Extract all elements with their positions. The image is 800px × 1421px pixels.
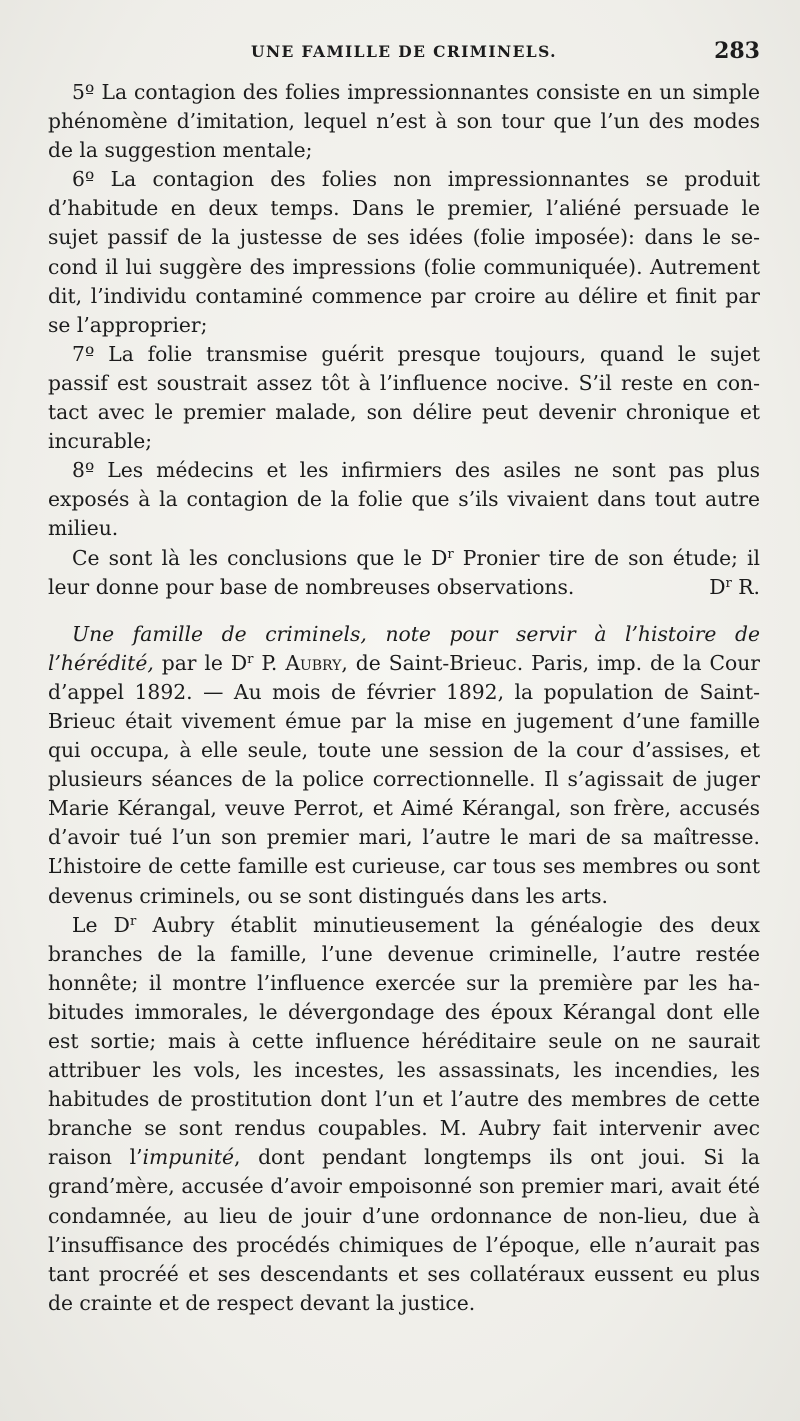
aubry-text-2: , dont pendant longtemps ils ont joui. Si la grand’mère, accusée d’avoir empoisonné son premier mari, avait été condamnée, au lieu de jouir d’une ordonnance de non-lieu, due à l’insuffisance des procédés chimiques de l’époque, elle n’aurait pas tant procréé et ses descendants et ses collatéraux eussent eu plus de crainte et de respect devant la justice. (48, 1145, 760, 1315)
signature-name: R. (731, 574, 760, 599)
aubry-text-before: Le D (72, 912, 130, 937)
aubry-italic-word: impunité (142, 1145, 234, 1170)
conclusion-text-before: Ce sont là les conclusions que le D (72, 545, 448, 570)
signature (685, 573, 760, 602)
conclusion-paragraph (48, 544, 760, 602)
signature-dr: D (709, 574, 726, 599)
body-text (48, 78, 760, 1318)
running-title: UNE FAMILLE DE CRIMINELS. (251, 42, 557, 61)
review-author-name: Aubry (285, 650, 342, 675)
conclusion-item-8: 8º Les médecins et les infirmiers des asiles ne sont pas plus exposés à la contagion de la folie que s’ils vivaient dans tout autre milieu. (48, 458, 760, 541)
review-text: , de Saint-Brieuc. Paris, imp. de la Cour d’appel 1892. — Au mois de février 1892, la population de Saint-Brieuc était vivement émue par la mise en jugement d’une famille qui occupa, à elle seule, toute une session de la cour d’assises, et plusieurs séances de la police correctionnelle. Il s’agissait de juger Marie Kérangal, veuve Perrot, et Aimé Kérangal, son frère, accusés d’avoir tué l’un son premier mari, l’autre le mari de sa maîtresse. L’histoire de cette famille est curieuse, car tous ses membres ou sont devenus criminels, ou se sont distingués dans les arts. (48, 650, 760, 908)
conclusion-item-5: 5º La contagion des folies impressionnantes consiste en un simple phénomène d’imitation, lequel n’est à son tour que l’un des modes de la suggestion mentale; (48, 80, 760, 163)
conclusion-text-after: Pronier tire de son étude; il leur donne pour base de nombreuses observations. (48, 545, 760, 599)
review-dr-superscript: r (247, 651, 254, 667)
review-by: par le D (153, 650, 248, 675)
aubry-paragraph (48, 911, 760, 1318)
conclusion-item-6: 6º La contagion des folies non impressionnantes se produit d’habitude en deux temps. Dans le premier, l’aliéné persuade le sujet passif de la justesse de ses idées (folie imposée): dans le second il lui suggère des impressions (folie communiquée). Autrement dit, l’individu contaminé commence par croire au délire et finit par se l’approprier; (48, 167, 760, 337)
aubry-dr-superscript: r (129, 913, 137, 929)
review-paragraph (48, 620, 760, 911)
conclusion-item-7: 7º La folie transmise guérit presque toujours, quand le sujet passif est soustrait assez tôt à l’influence nocive. S’il reste en contact avec le premier malade, son délire peut devenir chronique et incurable; (48, 341, 760, 454)
conclusion-dr-superscript: r (447, 546, 454, 562)
review-author-initial: P. (253, 650, 286, 675)
page-header (48, 40, 760, 70)
review-title: Une famille de criminels, note pour servir à l’histoire de l’hérédité, (48, 621, 760, 675)
signature-dr-superscript: r (725, 575, 732, 591)
aubry-text-1: Aubry établit minutieusement la généalogie des deux branches de la famille, l’une devenue criminelle, l’autre restée honnête; il montre l’influence exercée sur la première par les habitudes immorales, le dévergondage des époux Kérangal dont elle est sortie; mais à cette influence héréditaire seule on ne saurait attribuer les vols, les incestes, les assassinats, les incendies, les habitudes de prostitution dont l’un et l’autre des membres de cette branche se sont rendus coupables. M. Aubry fait intervenir avec raison l’ (48, 912, 760, 1170)
page-number: 283 (714, 38, 760, 64)
